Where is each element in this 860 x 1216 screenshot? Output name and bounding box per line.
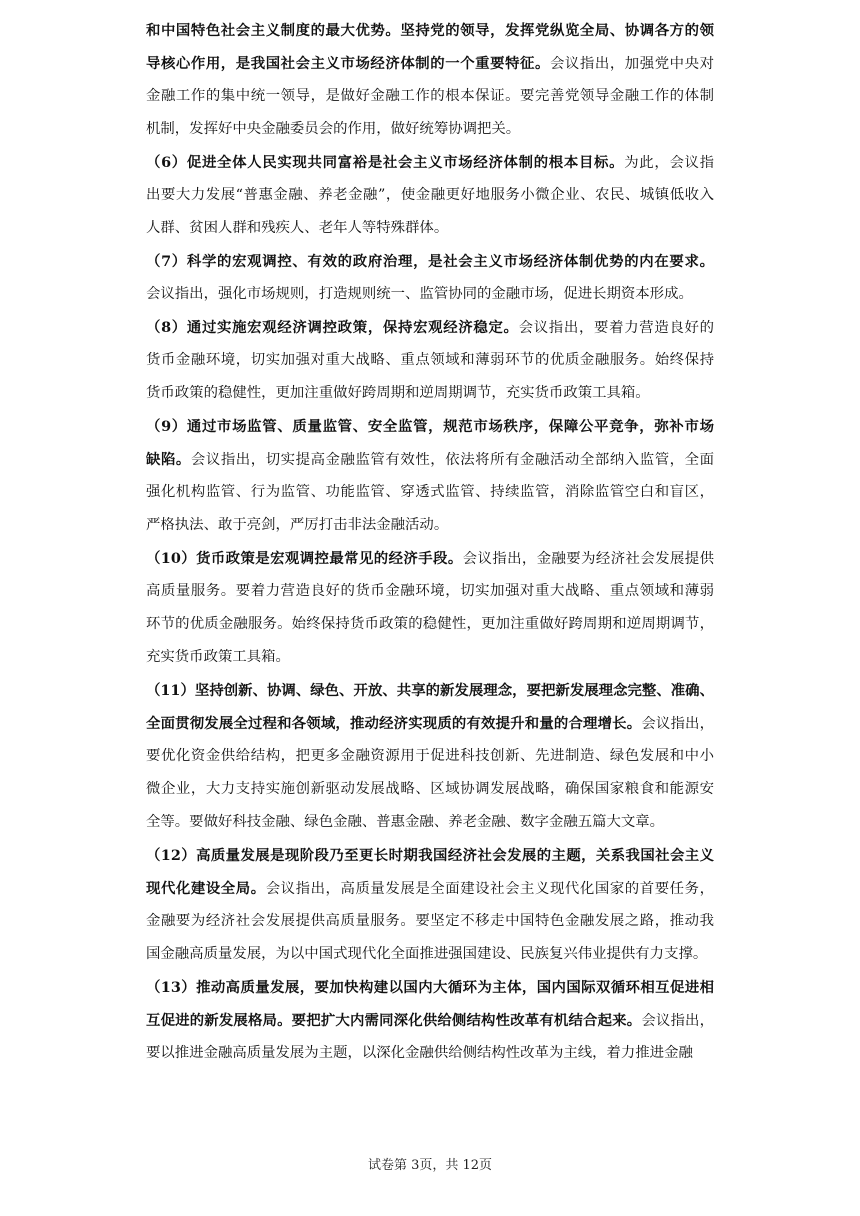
text-line: [146, 1004, 714, 1037]
bold-text: （6）促进全体人民实现共同富裕是社会主义市场经济体制的根本目标。: [146, 154, 625, 171]
text-line: [146, 410, 714, 443]
text-run: 国金融高质量发展，为以中国式现代化全面推进强国建设、民族复兴伟业提供有力支撑。: [146, 946, 708, 962]
text-line: [146, 278, 714, 311]
text-line: [146, 476, 714, 509]
text-run: 微企业，大力支持实施创新驱动发展战略、区域协调发展战略，确保国家粮食和能源安: [146, 781, 714, 797]
text-line: [146, 14, 714, 47]
bold-text: 互促进的新发展格局。要把扩大内需同深化供给侧结构性改革有机结合起来。: [146, 1012, 642, 1029]
text-line: [146, 740, 714, 773]
text-run: 强化机构监管、行为监管、功能监管、穿透式监管、持续监管，消除监管空白和盲区，: [146, 484, 714, 500]
text-run: 为此，会议指: [624, 155, 714, 171]
text-line: [146, 212, 714, 245]
bold-text: （7）科学的宏观调控、有效的政府治理，是社会主义市场经济体制优势的内在要求。: [146, 253, 714, 270]
bold-text: （9）通过市场监管、质量监管、安全监管，规范市场秩序，保障公平竞争，弥补市场: [146, 418, 714, 435]
paragraph: [146, 542, 714, 674]
text-line: [146, 245, 714, 278]
text-line: [146, 938, 714, 971]
text-line: [146, 872, 714, 905]
text-line: [146, 443, 714, 476]
bold-text: （13）推动高质量发展，要加快构建以国内大循环为主体，国内国际双循环相互促进相: [146, 979, 714, 996]
text-line: [146, 179, 714, 212]
text-line: [146, 80, 714, 113]
text-line: [146, 113, 714, 146]
bold-text: 现代化建设全局。: [146, 880, 266, 897]
text-run: 人群、贫困人群和残疾人、老年人等特殊群体。: [146, 220, 449, 236]
paragraph: [146, 674, 714, 839]
text-run: 货币政策的稳健性，更加注重做好跨周期和逆周期调节，充实货币政策工具箱。: [146, 385, 650, 401]
text-line: [146, 47, 714, 80]
text-line: [146, 608, 714, 641]
text-line: [146, 773, 714, 806]
text-line: [146, 575, 714, 608]
paragraph: [146, 14, 714, 146]
text-run: 充实货币政策工具箱。: [146, 649, 290, 665]
text-run: 会议指出，: [641, 1013, 714, 1029]
text-line: [146, 509, 714, 542]
text-line: [146, 806, 714, 839]
bold-text: （8）通过实施宏观经济调控政策，保持宏观经济稳定。: [146, 319, 519, 336]
text-line: [146, 674, 714, 707]
bold-text: 和中国特色社会主义制度的最大优势。坚持党的领导，发挥党纵览全局、协调各方的领: [146, 22, 714, 39]
text-run: 环节的优质金融服务。始终保持货币政策的稳健性，更加注重做好跨周期和逆周期调节，: [146, 616, 714, 632]
text-run: 高质量服务。要着力营造良好的货币金融环境，切实加强对重大战略、重点领域和薄弱: [146, 583, 714, 599]
text-run: 要以推进金融高质量发展为主题，以深化金融供给侧结构性改革为主线，着力推进金融: [146, 1045, 693, 1061]
text-line: [146, 1037, 714, 1070]
text-line: [146, 311, 714, 344]
text-run: 会议指出，切实提高金融监管有效性，依法将所有金融活动全部纳入监管，全面: [190, 452, 714, 468]
bold-text: 导核心作用，是我国社会主义市场经济体制的一个重要特征。: [146, 55, 550, 72]
paragraph: [146, 839, 714, 971]
bold-text: 全面贯彻发展全过程和各领域，推动经济实现质的有效提升和量的合理增长。: [146, 715, 642, 732]
paragraph: [146, 410, 714, 542]
text-line: [146, 344, 714, 377]
text-run: 会议指出，要着力营造良好的: [518, 320, 714, 336]
text-run: 货币金融环境，切实加强对重大战略、重点领域和薄弱环节的优质金融服务。始终保持: [146, 352, 714, 368]
text-line: [146, 839, 714, 872]
bold-text: （10）货币政策是宏观调控最常见的经济手段。: [146, 550, 463, 567]
paragraph: [146, 245, 714, 311]
text-run: 全等。要做好科技金融、绿色金融、普惠金融、养老金融、数字金融五篇大文章。: [146, 814, 665, 830]
text-run: 会议指出，金融要为经济社会发展提供: [462, 551, 714, 567]
text-line: [146, 641, 714, 674]
text-run: 出要大力发展“普惠金融、养老金融”，使金融更好地服务小微企业、农民、城镇低收入: [146, 187, 714, 203]
text-run: 金融要为经济社会发展提供高质量服务。要坚定不移走中国特色金融发展之路，推动我: [146, 913, 714, 929]
text-run: 会议指出，高质量发展是全面建设社会主义现代化国家的首要任务，: [265, 881, 714, 897]
text-line: [146, 542, 714, 575]
text-run: 机制，发挥好中央金融委员会的作用，做好统筹协调把关。: [146, 121, 521, 137]
document-body: [146, 14, 714, 1070]
text-run: 严格执法、敢于亮剑，严厉打击非法金融活动。: [146, 517, 449, 533]
text-line: [146, 146, 714, 179]
bold-text: （12）高质量发展是现阶段乃至更长时期我国经济社会发展的主题，关系我国社会主义: [146, 847, 714, 864]
text-run: 会议指出，: [641, 716, 714, 732]
text-line: [146, 377, 714, 410]
text-run: 会议指出，强化市场规则，打造规则统一、监管协同的金融市场，促进长期资本形成。: [146, 286, 693, 302]
text-line: [146, 905, 714, 938]
text-line: [146, 971, 714, 1004]
paragraph: [146, 971, 714, 1070]
text-run: 要优化资金供给结构，把更多金融资源用于促进科技创新、先进制造、绿色发展和中小: [146, 748, 714, 764]
text-run: 金融工作的集中统一领导，是做好金融工作的根本保证。要完善党领导金融工作的体制: [146, 88, 714, 104]
text-line: [146, 707, 714, 740]
text-run: 会议指出，加强党中央对: [549, 56, 714, 72]
page-footer: 试卷第 3页，共 12页: [367, 1158, 493, 1173]
bold-text: （11）坚持创新、协调、绿色、开放、共享的新发展理念，要把新发展理念完整、准确、: [146, 682, 714, 699]
paragraph: [146, 311, 714, 410]
bold-text: 缺陷。: [146, 451, 191, 468]
paragraph: [146, 146, 714, 245]
